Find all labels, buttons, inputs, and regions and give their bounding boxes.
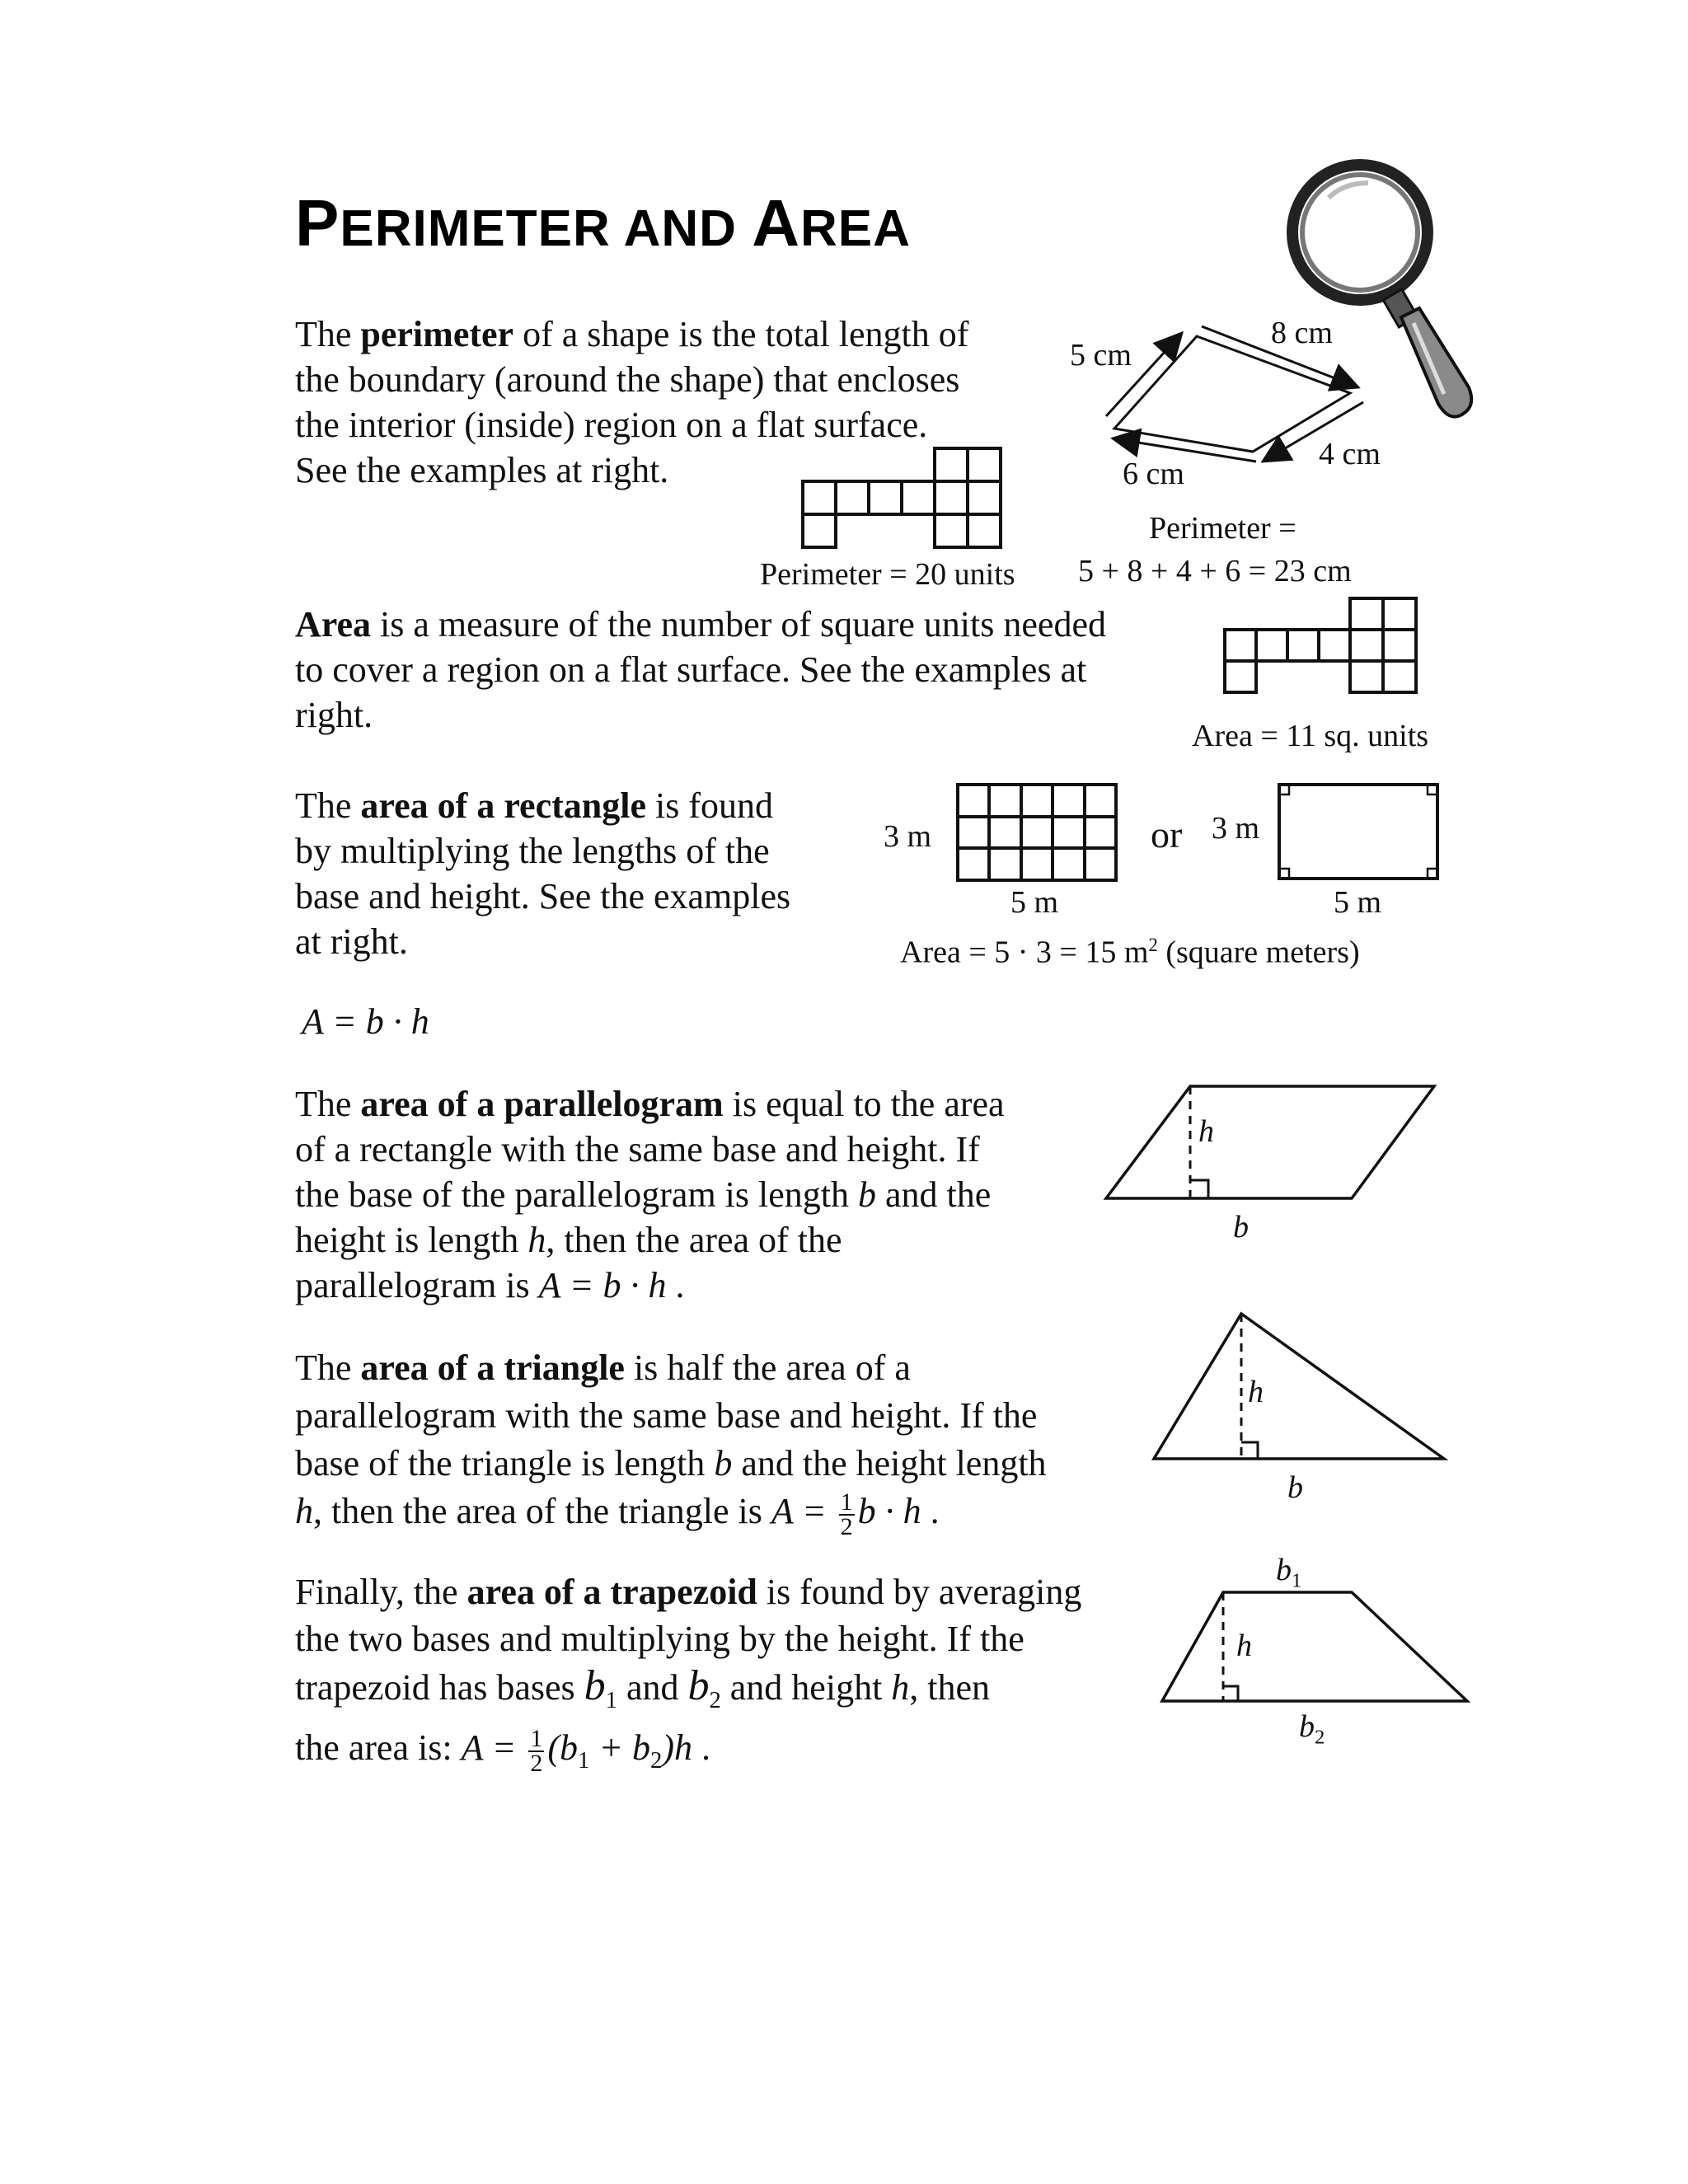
quad-label-top-right: 8 cm: [1271, 316, 1333, 350]
parallelogram-line-3: the base of the parallelogram is length b and the: [295, 1174, 992, 1215]
parallelogram-line-4: height is length h, then the area of the: [295, 1220, 842, 1260]
grid-perimeter-caption: Perimeter = 20 units: [760, 557, 1015, 592]
trapezoid-h-label: h: [1236, 1629, 1252, 1663]
area-line-3: right.: [295, 695, 373, 735]
perimeter-line-2: the boundary (around the shape) that encloses: [295, 359, 960, 400]
title-rest-1: ERIMETER AND: [340, 200, 753, 257]
parallelogram-line-2: of a rectangle with the same base and height. If: [295, 1129, 980, 1169]
quad-label-bottom: 6 cm: [1123, 457, 1184, 491]
fraction-one-half: $\frac{1}{2}$: [840, 1488, 853, 1540]
perimeter-line-3: the interior (inside) region on a flat surface.: [295, 405, 928, 445]
area-caption: Area = 11 sq. units: [1192, 719, 1429, 753]
parallelogram-line-5: parallelogram is A = b · h .: [295, 1265, 685, 1305]
parallelogram-b-label: b: [1233, 1210, 1249, 1244]
trapezoid-line-2: the two bases and multiplying by the height. If the: [295, 1619, 1025, 1659]
quad-label-top-left: 5 cm: [1070, 338, 1132, 373]
rectangle-line-1: The area of a rectangle is found: [295, 785, 773, 826]
or-label: or: [1151, 813, 1183, 855]
title-cap-p: P: [295, 186, 340, 260]
fraction-one-half-trapezoid: $\frac{1}{2}$: [530, 1724, 543, 1777]
rect-grid-base-label: 5 m: [1010, 885, 1059, 920]
trapezoid-bottom-base-label: $b_2$: [1299, 1709, 1325, 1749]
rectangle-line-3: base and height. See the examples: [295, 876, 791, 916]
area-line-2: to cover a region on a flat surface. See the examples at: [295, 649, 1087, 690]
trapezoid-line-3: trapezoid has bases $b_1$ and $b_2$ and height h, then: [295, 1662, 991, 1713]
trapezoid-line-4: the area is: A = $\frac{1}{2}$ $(b_1 + b_2)h$ .: [295, 1724, 710, 1777]
triangle-h-label: h: [1248, 1375, 1264, 1409]
parallelogram-line-1: The area of a parallelogram is equal to the area: [295, 1084, 1005, 1124]
quad-caption-line-2: 5 + 8 + 4 + 6 = 23 cm: [1078, 554, 1352, 588]
rect-plain-base-label: 5 m: [1334, 885, 1382, 920]
trapezoid-line-1: Finally, the area of a trapezoid is found by averaging: [295, 1572, 1082, 1612]
perimeter-line-1: The perimeter of a shape is the total length of: [295, 314, 969, 354]
title-cap-a: A: [752, 186, 800, 260]
triangle-line-2: parallelogram with the same base and height. If the: [295, 1395, 1038, 1436]
rectangle-line-4: at right.: [295, 921, 408, 962]
quad-caption-line-1: Perimeter =: [1149, 511, 1296, 546]
rect-plain-height-label: 3 m: [1212, 811, 1260, 846]
triangle-line-4: h, then the area of the triangle is A = $\frac{1}{2}$ b · h .: [295, 1488, 940, 1540]
quad-label-right: 4 cm: [1319, 437, 1381, 471]
rectangle-line-2: by multiplying the lengths of the: [295, 831, 770, 871]
triangle-line-1: The area of a triangle is half the area of a: [295, 1347, 911, 1388]
triangle-line-3: base of the triangle is length b and the height length: [295, 1443, 1047, 1483]
rectangle-formula: A = b · h: [302, 1001, 429, 1042]
trapezoid-top-base-label: $b_1$: [1276, 1553, 1302, 1592]
area-line-1: Area is a measure of the number of square units needed: [295, 604, 1106, 644]
rect-grid-height-label: 3 m: [884, 819, 932, 854]
parallelogram-h-label: h: [1198, 1114, 1214, 1149]
title-rest-2: REA: [799, 200, 911, 257]
perimeter-line-4: See the examples at right.: [295, 450, 669, 490]
rect-area-caption: Area = 5 · 3 = 15 $m^2$ (square meters): [900, 935, 1360, 970]
triangle-b-label: b: [1287, 1470, 1303, 1505]
